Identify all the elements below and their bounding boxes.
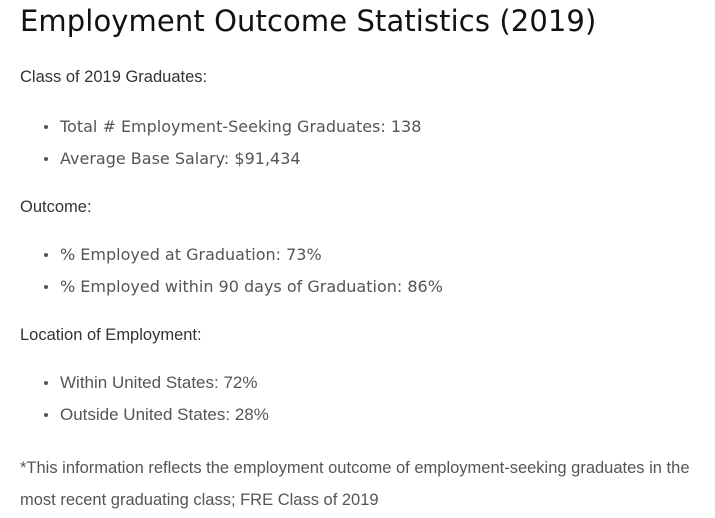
list-outcome xyxy=(0,239,443,303)
list-location xyxy=(0,367,269,431)
list-item-employed-at-graduation: % Employed at Graduation: 73% xyxy=(60,239,443,271)
list-item-total-graduates: Total # Employment-Seeking Graduates: 138 xyxy=(60,111,421,143)
list-item-average-salary: Average Base Salary: $91,434 xyxy=(60,143,421,175)
footnote: *This information reflects the employment outcome of employment-seeking graduates in the most recent graduating class; FRE Class of 2019 xyxy=(20,459,690,509)
page-title: Employment Outcome Statistics (2019) xyxy=(20,4,597,38)
section-label-class-of-2019: Class of 2019 Graduates: xyxy=(20,68,208,86)
list-item-employed-within-90-days: % Employed within 90 days of Graduation: 86% xyxy=(60,271,443,303)
section-label-location: Location of Employment: xyxy=(20,326,202,344)
section-label-outcome: Outcome: xyxy=(20,198,92,216)
list-item-within-us: Within United States: 72% xyxy=(60,367,269,399)
list-item-outside-us: Outside United States: 28% xyxy=(60,399,269,431)
list-class-of-2019 xyxy=(0,111,421,175)
